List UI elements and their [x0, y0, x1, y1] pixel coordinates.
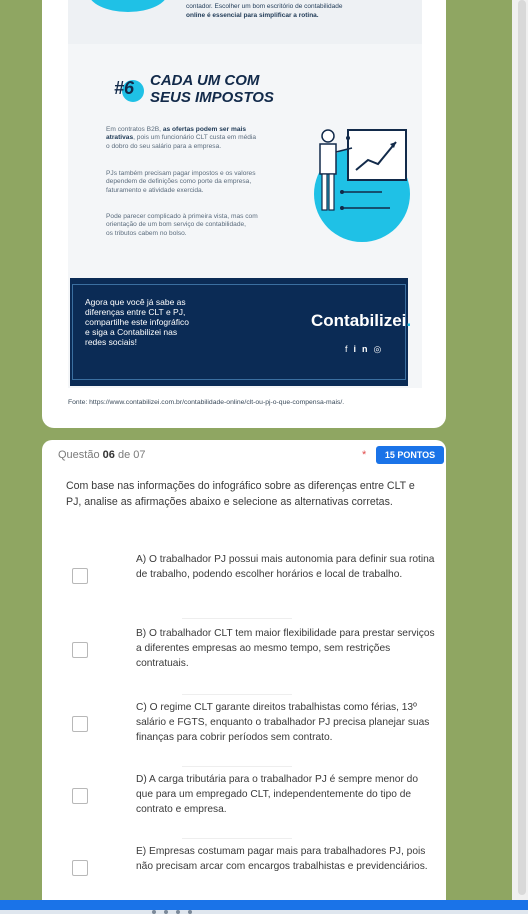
option-d-checkbox[interactable]: [72, 788, 88, 804]
infographic-top-note: [68, 0, 422, 44]
banner-line5: redes sociais!: [85, 337, 137, 347]
top-note-line1: contador. Escolher um bom escritório de contabilidade: [186, 3, 343, 10]
section-title: [150, 72, 290, 106]
share-banner: [70, 278, 412, 386]
points-badge: 15 PONTOS: [376, 446, 444, 464]
banner-line4: e siga a Contabilizei nas: [85, 327, 178, 337]
para3-line2: orientação de um bom serviço de contabilidade,: [106, 221, 247, 229]
para1-line3: o dobro do seu salário para a empresa.: [106, 142, 222, 150]
question-total: de 07: [114, 449, 146, 461]
para3-line1: Pode parecer complicado à primeira vista, mas com: [106, 213, 258, 220]
bottom-progress-bar: [0, 900, 528, 910]
para1-bold-b: atrativas: [106, 134, 134, 142]
question-counter: [58, 449, 145, 461]
option-e-label[interactable]: E) Empresas costumam pagar mais para trabalhadores PJ, pois não precisam arcar com encargos trabalhistas e previdenciários.: [136, 846, 428, 872]
section-title-line1: CADA UM COM: [150, 72, 260, 89]
decorative-blob: [88, 0, 168, 12]
option-divider: [182, 618, 292, 619]
contabilizei-logo: [311, 311, 411, 331]
facebook-icon: f: [345, 344, 354, 354]
source-citation: Fonte: https://www.contabilizei.com.br/contabilidade-online/clt-ou-pj-o-que-compensa-mais/.: [68, 399, 345, 406]
question-number: 06: [102, 449, 115, 461]
question-label: Questão: [58, 449, 103, 461]
banner-line1: Agora que você já sabe as: [85, 297, 186, 307]
option-d[interactable]: [68, 772, 438, 832]
brand-dot: .: [406, 311, 412, 330]
para2-line1: PJs também precisam pagar impostos e os valores: [106, 170, 256, 177]
scrollbar-thumb[interactable]: [518, 0, 526, 895]
banner-line3: compartilhe este infográfico: [85, 317, 189, 327]
paragraph-1: [106, 126, 326, 151]
para3-line3: os tributos cabem no bolso.: [106, 229, 187, 237]
loading-dot: [164, 910, 168, 914]
social-icons: [345, 344, 387, 355]
instagram-icon: ◎: [373, 344, 388, 354]
brand-name: Contabilizei: [311, 311, 407, 330]
para2-line2: dependem de definições como porte da empresa,: [106, 178, 252, 186]
option-b-label[interactable]: B) O trabalhador CLT tem maior flexibilidade para prestar serviços a diferentes empresas ao mesmo tempo, sem restrições contratuais.: [136, 628, 435, 669]
banner-text: [85, 297, 215, 347]
loading-dot: [176, 910, 180, 914]
para1-bold-a: as ofertas podem ser mais: [162, 126, 247, 133]
option-e[interactable]: [68, 844, 438, 904]
option-b[interactable]: [68, 626, 438, 686]
option-d-label[interactable]: D) A carga tributária para o trabalhador PJ é sempre menor do que para um empregado CLT, independentemente do tipo de contrato e empresa.: [136, 774, 419, 815]
option-c-checkbox[interactable]: [72, 716, 88, 732]
option-divider: [182, 766, 292, 767]
question-card: [42, 440, 446, 910]
required-mark: *: [362, 449, 367, 461]
page-scrollbar[interactable]: [512, 0, 528, 900]
loading-dot: [152, 910, 156, 914]
option-e-checkbox[interactable]: [72, 860, 88, 876]
paragraph-3: [106, 213, 326, 238]
option-b-checkbox[interactable]: [72, 642, 88, 658]
top-note-line2: online é essencial para simplificar a rotina.: [186, 12, 319, 19]
option-c-label[interactable]: C) O regime CLT garante direitos trabalhistas como férias, 13º salário e FGTS, enquanto o trabalhador PJ precisa planejar suas finanças para cobrir períodos sem contrato.: [136, 702, 430, 743]
option-divider: [182, 694, 292, 695]
infographic-card: [42, 0, 446, 428]
option-a-label[interactable]: A) O trabalhador PJ possui mais autonomia para definir sua rotina de trabalho, podendo escolher horários e local de trabalho.: [136, 554, 435, 580]
paragraph-2: [106, 170, 326, 195]
para2-line3: faturamento e atividade exercida.: [106, 186, 204, 194]
option-c[interactable]: [68, 700, 438, 760]
infographic-image: [68, 0, 422, 388]
option-a[interactable]: [68, 552, 438, 612]
option-divider: [182, 838, 292, 839]
banner-line2: diferenças entre CLT e PJ,: [85, 307, 186, 317]
para1-plain-a: Em contratos B2B,: [106, 126, 163, 133]
linkedin-icon: in: [353, 344, 374, 354]
option-a-checkbox[interactable]: [72, 568, 88, 584]
section-number: #6: [114, 78, 135, 98]
bottom-fade: [0, 910, 528, 914]
para1-plain-b: , pois um funcionário CLT custa em média: [133, 134, 257, 142]
question-prompt: Com base nas informações do infográfico sobre as diferenças entre CLT e PJ, analise as afirmações abaixo e selecione as alternativas corretas.: [66, 480, 415, 508]
person-chart-illustration: [312, 122, 412, 242]
loading-dot: [188, 910, 192, 914]
section-title-line2: SEUS IMPOSTOS: [150, 89, 274, 106]
